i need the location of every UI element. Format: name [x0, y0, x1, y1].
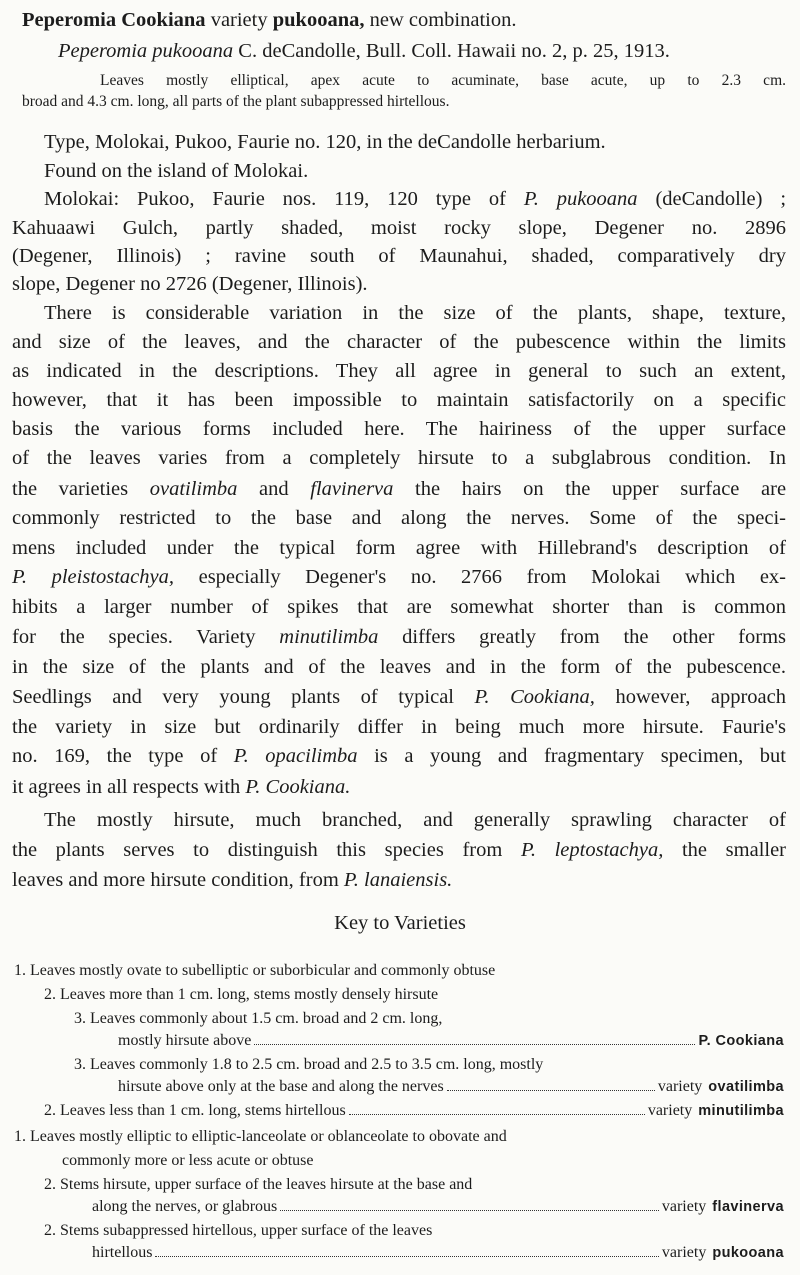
leader-dots: [349, 1114, 645, 1115]
discussion-line: no. 169, the type of P. opacilimba is a young and fragmentary specimen, but: [12, 745, 787, 767]
discussion-line: however, that it has been impossible to maintain satisfactorily on a specific: [12, 389, 786, 411]
discussion-line: the varieties ovatilimba and flavinerva the hairs on the upper surface are: [12, 478, 787, 500]
taxon-name: Peperomia Cookiana: [22, 9, 206, 31]
taxon-result: P. Cookiana: [698, 1033, 784, 1049]
closing-line: The mostly hirsute, much branched, and generally sprawling character of: [44, 809, 786, 831]
key-entry: 3. Leaves commonly 1.8 to 2.5 cm. broad and 2.5 to 3.5 cm. long, mostly: [74, 1056, 544, 1073]
variety-name: pukooana,: [272, 9, 365, 31]
key-entry-lead: 2. Leaves less than 1 cm. long, stems hirtellous variety minutilimba: [44, 1100, 784, 1122]
taxon-result: pukooana: [712, 1245, 784, 1261]
description-line: broad and 4.3 cm. long, all parts of the plant subappressed hirtellous.: [22, 93, 450, 110]
basionym-citation: Peperomia pukooana C. deCandolle, Bull. Coll. Hawaii no. 2, p. 25, 1913.: [58, 40, 670, 62]
taxon-result: ovatilimba: [708, 1079, 784, 1095]
leader-dots: [254, 1044, 695, 1045]
nomenclatural-status: new combination.: [369, 9, 517, 31]
key-entry-lead: mostly hirsute above P. Cookiana: [118, 1030, 784, 1052]
discussion-line: for the species. Variety minutilimba differs greatly from the other forms: [12, 626, 787, 648]
specimen-line: slope, Degener no 2726 (Degener, Illinois).: [12, 273, 368, 295]
distribution-statement: Found on the island of Molokai.: [44, 160, 309, 182]
key-entry: 2. Stems subappressed hirtellous, upper surface of the leaves: [44, 1222, 433, 1239]
discussion-line: mens included under the typical form agree with Hillebrand's description of: [12, 537, 786, 559]
taxon-result: flavinerva: [712, 1199, 784, 1215]
discussion-line: hibits a larger number of spikes that are somewhat shorter than is common: [12, 596, 786, 618]
discussion-line: as indicated in the descriptions. They all agree in general to such an extent,: [12, 360, 786, 382]
key-entry: 2. Leaves more than 1 cm. long, stems mostly densely hirsute: [44, 986, 439, 1003]
discussion-line: in the size of the plants and of the leaves and in the form of the pubescence.: [12, 656, 786, 678]
leader-dots: [447, 1090, 655, 1091]
discussion-line: of the leaves varies from a completely hirsute to a subglabrous condition. In: [12, 447, 786, 469]
discussion-line: basis the various forms included here. The hairiness of the upper surface: [12, 418, 786, 440]
leader-dots: [280, 1210, 659, 1211]
discussion-line: and size of the leaves, and the character of the pubescence within the limits: [12, 331, 786, 353]
closing-line: the plants serves to distinguish this species from P. leptostachya, the smaller: [12, 839, 787, 861]
discussion-line: There is considerable variation in the size of the plants, shape, texture,: [44, 302, 786, 324]
taxon-heading: Peperomia Cookiana variety pukooana, new combination.: [22, 9, 517, 31]
key-entry: 3. Leaves commonly about 1.5 cm. broad and 2 cm. long,: [74, 1010, 443, 1027]
specimen-line: (Degener, Illinois) ; ravine south of Maunahui, shaded, comparatively dry: [12, 245, 786, 267]
discussion-line: Seedlings and very young plants of typical P. Cookiana, however, approach: [12, 686, 786, 708]
discussion-line: it agrees in all respects with P. Cookiana.: [12, 776, 351, 798]
specimen-line: Molokai: Pukoo, Faurie nos. 119, 120 type of P. pukooana (deCandolle) ;: [44, 188, 787, 210]
key-entry: 1. Leaves mostly elliptic to elliptic-lanceolate or oblanceolate to obovate and: [14, 1128, 507, 1145]
taxon-result: minutilimba: [698, 1103, 784, 1119]
key-entry-lead: hirsute above only at the base and along the nerves variety ovatilimba: [118, 1076, 784, 1098]
key-entry: commonly more or less acute or obtuse: [62, 1152, 314, 1169]
key-entry: 2. Stems hirsute, upper surface of the leaves hirsute at the base and: [44, 1176, 473, 1193]
type-statement: Type, Molokai, Pukoo, Faurie no. 120, in the deCandolle herbarium.: [44, 131, 606, 153]
key-entry-lead: hirtellous variety pukooana: [92, 1242, 784, 1264]
closing-line: leaves and more hirsute condition, from P. lanaiensis.: [12, 869, 453, 891]
discussion-line: the variety in size but ordinarily differ in being much more hirsute. Faurie's: [12, 716, 786, 738]
key-heading: Key to Varieties: [334, 912, 466, 934]
discussion-line: commonly restricted to the base and along the nerves. Some of the speci-: [12, 507, 786, 529]
discussion-line: P. pleistostachya, especially Degener's no. 2766 from Molokai which ex-: [12, 566, 787, 588]
key-entry-lead: along the nerves, or glabrous variety flavinerva: [92, 1196, 784, 1218]
key-entry: 1. Leaves mostly ovate to subelliptic or suborbicular and commonly obtuse: [14, 962, 496, 979]
description-line: Leaves mostly elliptical, apex acute to acuminate, base acute, up to 2.3 cm.: [100, 72, 786, 89]
specimen-line: Kahuaawi Gulch, partly shaded, moist rocky slope, Degener no. 2896: [12, 217, 786, 239]
leader-dots: [155, 1256, 658, 1257]
